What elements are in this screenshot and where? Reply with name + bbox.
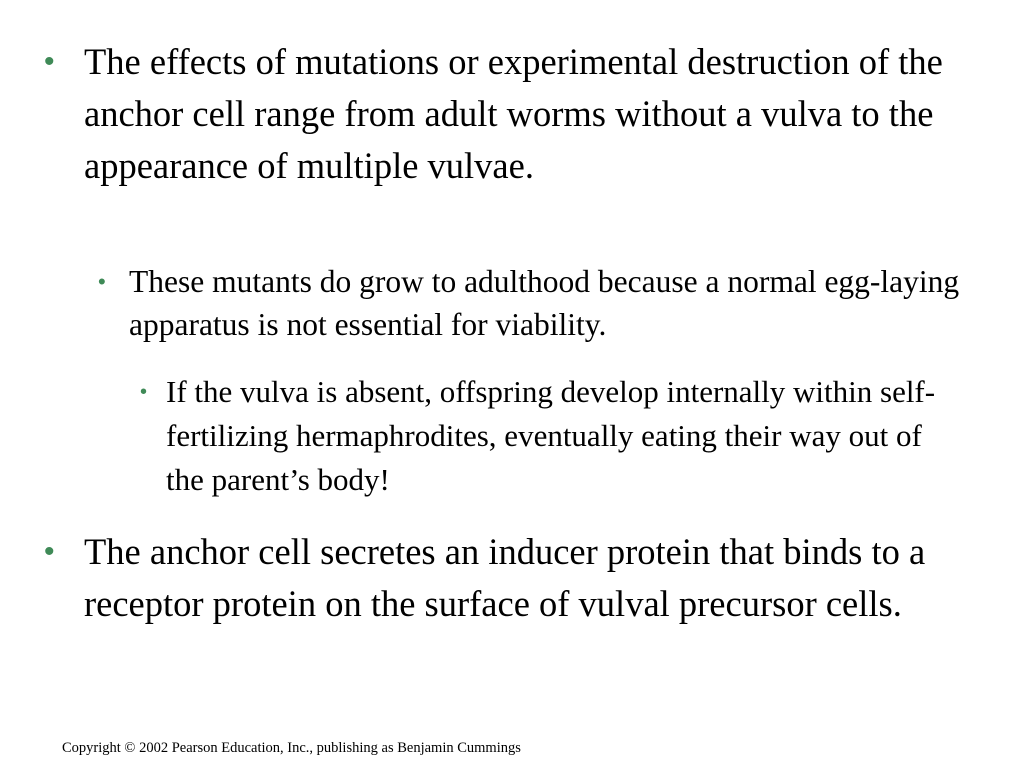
bullet-text: The anchor cell secretes an inducer protein that binds to a receptor protein on the surface of vulval precursor cells.: [84, 531, 926, 624]
bullet-level2-mutants-grow-to-adulthood: [98, 260, 978, 346]
bullet-dot-icon: •: [140, 381, 148, 403]
bullet-dot-icon: •: [98, 269, 106, 294]
copyright-footer: Copyright © 2002 Pearson Education, Inc., publishing as Benjamin Cummings: [62, 740, 521, 756]
bullet-level3-vulva-absent: [140, 370, 960, 502]
bullet-dot-icon: •: [44, 45, 55, 78]
bullet-text: The effects of mutations or experimental destruction of the anchor cell range from adult worms without a vulva to the appearance of multiple vulvae.: [84, 41, 943, 186]
bullet-text: These mutants do grow to adulthood because a normal egg-laying apparatus is not essential for viability.: [129, 264, 960, 342]
bullet-level1-effects-of-mutations: [44, 36, 974, 192]
bullet-text: If the vulva is absent, offspring develop internally within self-fertilizing hermaphrodites, eventually eating their way out of the parent’s body!: [166, 374, 936, 497]
bullet-level1-anchor-cell-secretes: [44, 526, 974, 630]
bullet-dot-icon: •: [44, 535, 55, 568]
